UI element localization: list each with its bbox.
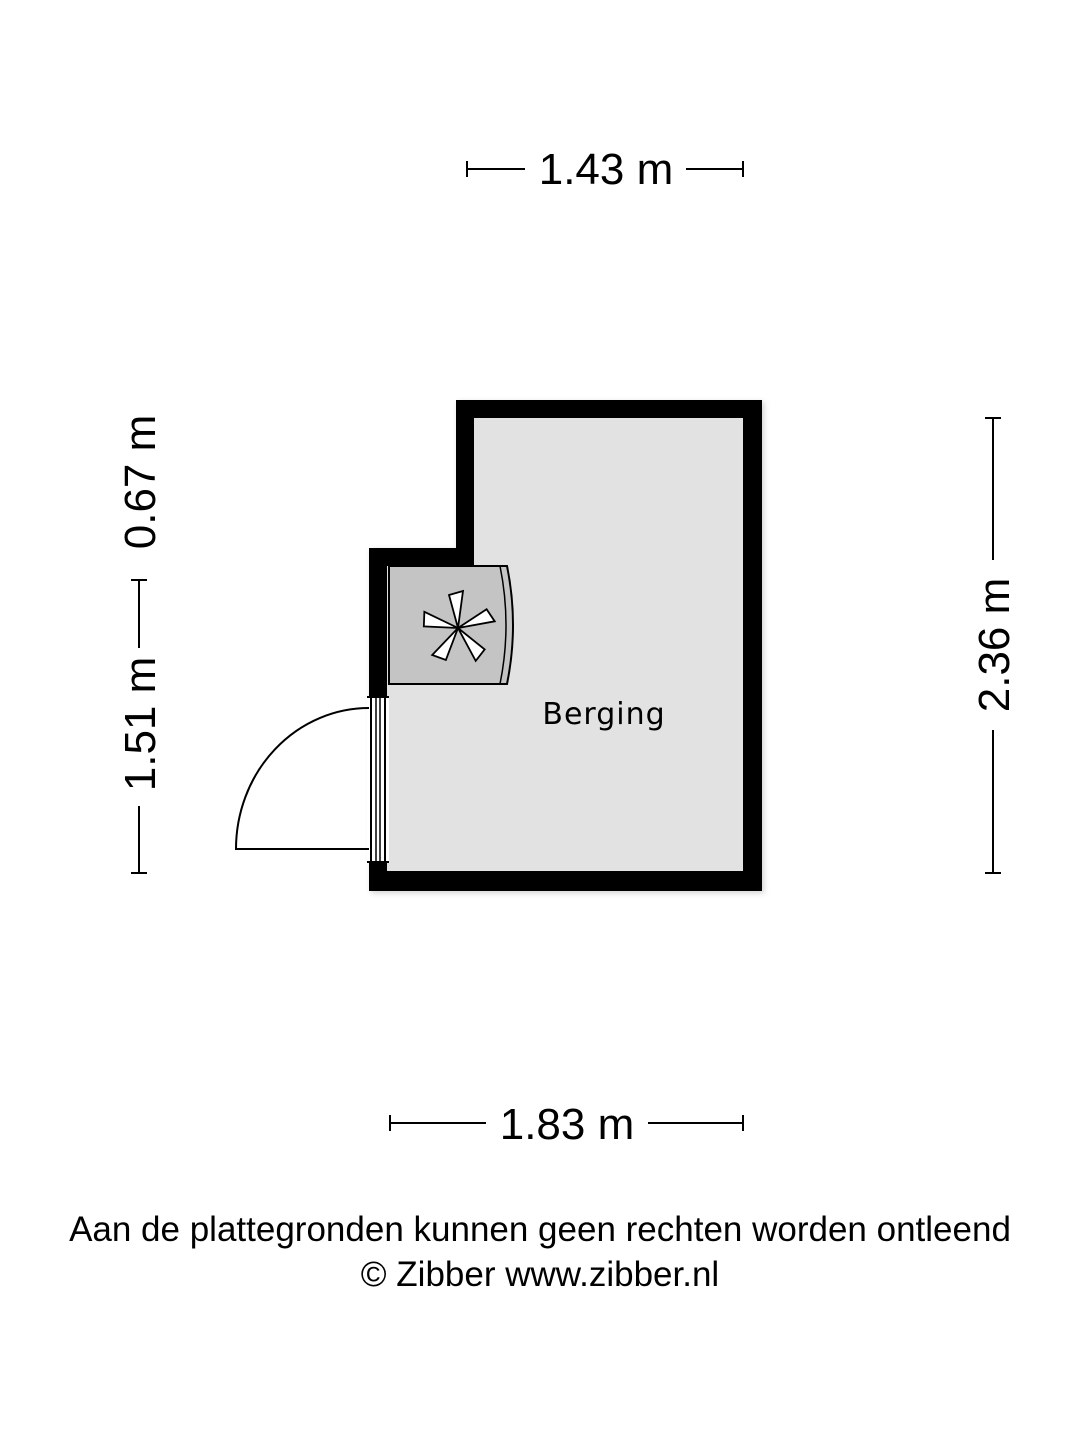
dimension-top bbox=[467, 145, 743, 194]
dimension-right-label: 2.36 m bbox=[970, 577, 1019, 713]
copyright-text: © Zibber www.zibber.nl bbox=[360, 1255, 720, 1294]
dimension-bottom bbox=[390, 1100, 743, 1149]
dimension-left-lower-label: 1.51 m bbox=[116, 656, 165, 792]
dimension-top-label: 1.43 m bbox=[538, 145, 674, 194]
disclaimer-text: Aan de plattegronden kunnen geen rechten worden ontleend bbox=[69, 1210, 1011, 1249]
dimension-bottom-label: 1.83 m bbox=[499, 1100, 635, 1149]
door bbox=[236, 697, 389, 862]
room-label: Berging bbox=[542, 697, 666, 732]
door-swing-icon bbox=[236, 708, 369, 849]
dimension-left-upper-label: 0.67 m bbox=[116, 414, 165, 550]
boiler bbox=[389, 566, 513, 684]
dimension-right bbox=[970, 418, 1019, 873]
dimension-left bbox=[116, 415, 165, 873]
